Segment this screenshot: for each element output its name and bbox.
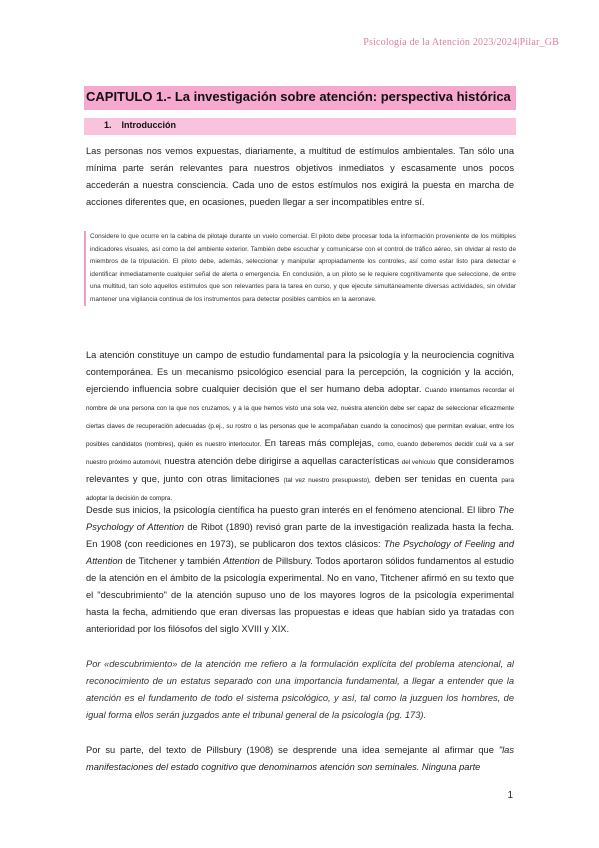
- paragraph-history-text-e: de Titchener y también: [125, 556, 221, 566]
- paragraph-intro: Las personas nos vemos expuestas, diariamente, a multitud de estímulos ambientales. Tan sólo una mínima parte serán relevantes para nuestros objetivos inmediatos y escasamente unos pocos accederán a nuestra consciencia. Cada uno de estos estímulos nos exigirá la puesta en marcha de acciones diferentes que, en ocasiones, pueden llegar a ser incompatibles entre sí.: [86, 146, 514, 207]
- paragraph-attention-text-e: nuestra atención debe dirigirse a aquellas características: [164, 456, 400, 466]
- paragraph-history: [86, 502, 514, 638]
- titchener-quote: Por «descubrimiento» de la atención me refiero a la formulación explícita del problema atencional, al reconocimiento de un estatus separado con una importancia fundamental, a llegar a entender que la atención es el fundamento de todo el sistema psicológico, y así, tal como la juzguen los hombres, de igual forma ellos serán juzgados ante el tribunal general de la psicología (pg. 173).: [86, 659, 514, 720]
- section-number: 1.: [104, 120, 112, 130]
- chapter-title: CAPITULO 1.- La investigación sobre atención: perspectiva histórica: [84, 86, 516, 110]
- book-title-pillsbury: Attention: [223, 556, 260, 566]
- page-number: 1: [507, 790, 513, 801]
- paragraph-pillsbury-text-a: Por su parte, del texto de Pillsbury (1908) se desprende una idea semejante al afirmar que: [86, 745, 494, 755]
- paragraph-history-text-g: de Pillsbury. Todos aportaron sólidos fundamentos al estudio de la atención en el ámbito de la psicología experimental. No en vano, Titchener afirmó en su texto que el "descubrimiento" de la atención supuso uno de los mayores logros de la psicología experimental hasta la fecha, admitiendo que eran diversas las propuestas e ideas que habían sido ya tratadas con anterioridad por los filósofos del siglo XVIII y XIX.: [86, 556, 514, 634]
- section-heading: [84, 118, 516, 135]
- running-header: Psicología de la Atención 2023/2024|Pilar_GB: [363, 37, 559, 48]
- paragraph-attention-text-f: del vehículo: [401, 459, 436, 466]
- paragraph-attention-example: Cuando intentamos recordar el nombre de una persona con la que nos cruzamos, y a la que hemos visto una sola vez, nuestra atención debe ser capaz de seleccionar eficazmente ciertas claves de recuperación adecuadas (p.ej., su rostro o las personas que le acompañaban cuando la conocimos) que permitan evaluar, entre los posibles candidatos (nombres), quién es nuestro interlocutor.: [86, 387, 514, 448]
- paragraph-attention-text-d: como, cuando deberemos decidir cuál va a ser nuestro próximo automóvil,: [86, 441, 514, 466]
- paragraph-attention-main: La atención constituye un campo de estudio fundamental para la psicología y la neurociencia cognitiva contemporánea. Es un mecanismo psicológico esencial para la percepción, la cognición y la acción, ejerciendo influencia sobre cualquier decisión que el ser humano deba adoptar.: [86, 350, 514, 394]
- paragraph-attention-text-h: (tal vez nuestro presupuesto),: [283, 477, 371, 484]
- pillsbury-quote: "las manifestaciones del estado cognitivo que denominamos atención son seminales. Ninguna parte: [86, 745, 514, 772]
- paragraph-attention-text-j: para adoptar la decisión de compra.: [86, 477, 514, 502]
- paragraph-attention-text-i: deben ser tenidas en cuenta: [374, 474, 498, 484]
- book-title-ribot: The Psychology of Attention: [86, 505, 514, 532]
- book-title-titchener: The Psychology of Feeling and Attention: [86, 539, 514, 566]
- paragraph-attention-text-c: En tareas más complejas,: [264, 438, 375, 448]
- section-title: Introducción: [121, 120, 177, 130]
- example-box: Considere lo que ocurre en la cabina de pilotaje durante un vuelo comercial. El piloto debe procesar toda la información proveniente de los múltiples indicadores visuales, así como la del ambiente exterior. También debe escuchar y comunicarse con el control de tráfico aéreo, sin olvidar al resto de miembros de la tripulación. El piloto debe, además, seleccionar y manipular apropiadamente los controles, así como estar listo para detectar e identificar inmediatamente cualquier señal de alerta o emergencia. En conclusión, a un piloto se le requiere cognitivamente que seleccione, de entre una multitud, tan solo aquellos estímulos que son relevantes para la tarea en curso, y que ejecute simultáneamente diversas actividades, sin olvidar mantener una vigilancia continua de los instrumentos para detectar posibles cambios en la aeronave.: [84, 231, 516, 306]
- paragraph-history-text-a: Desde sus inicios, la psicología científica ha puesto gran interés en el fenómeno atencional. El libro: [86, 505, 496, 515]
- paragraph-attention-text-g: que consideramos relevantes y que, junto con otras limitaciones: [86, 456, 514, 484]
- paragraph-history-text-c: de Ribot (1890) revisó gran parte de la investigación realizada hasta la fecha. En 1908 (con reediciones en 1973), se publicaron dos textos clásicos:: [86, 522, 514, 549]
- paragraph-pillsbury: [86, 742, 514, 776]
- paragraph-attention: [86, 347, 514, 507]
